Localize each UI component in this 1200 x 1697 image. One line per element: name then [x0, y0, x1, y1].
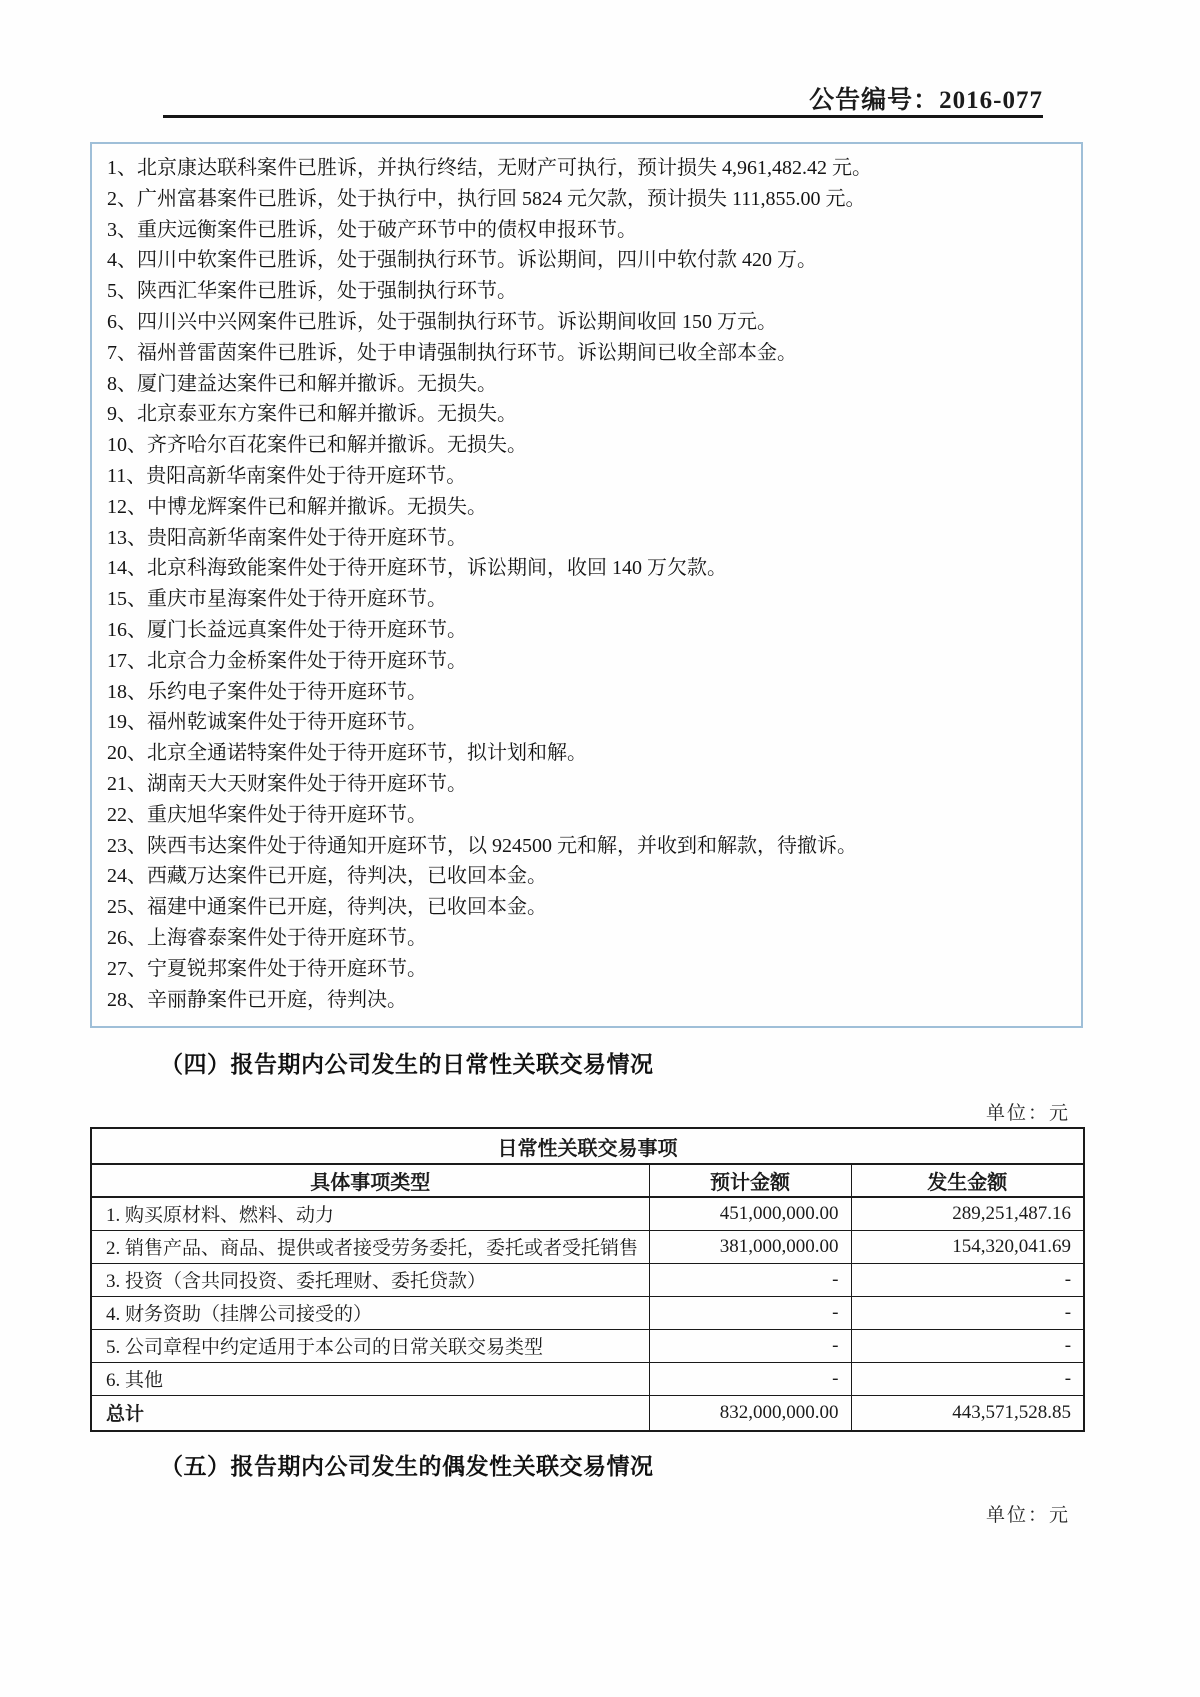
cell-estimated-amount: - [649, 1296, 851, 1329]
list-item: 27、宁夏锐邦案件处于待开庭环节。 [107, 957, 427, 980]
section5-heading: （五）报告期内公司发生的偶发性关联交易情况 [160, 1454, 654, 1479]
table-row [91, 1329, 1084, 1362]
col-header-actual-amount: 发生金额 [851, 1164, 1084, 1197]
cell-item-type: 5. 公司章程中约定适用于本公司的日常关联交易类型 [91, 1329, 649, 1362]
table-row [91, 1263, 1084, 1296]
cell-actual-amount: - [851, 1296, 1084, 1329]
list-item: 24、西藏万达案件已开庭，待判决，已收回本金。 [107, 865, 547, 888]
cell-item-type: 6. 其他 [91, 1362, 649, 1395]
list-item: 6、四川兴中兴网案件已胜诉，处于强制执行环节。诉讼期间收回 150 万元。 [107, 310, 777, 333]
cell-item-type: 4. 财务资助（挂牌公司接受的） [91, 1296, 649, 1329]
list-item: 28、辛丽静案件已开庭，待判决。 [107, 988, 407, 1011]
total-estimated-amount: 832,000,000.00 [649, 1395, 851, 1431]
col-header-estimated-amount: 预计金额 [649, 1164, 851, 1197]
case-list-box [90, 142, 1083, 1028]
cell-estimated-amount: 381,000,000.00 [649, 1230, 851, 1263]
list-item: 9、北京泰亚东方案件已和解并撤诉。无损失。 [107, 403, 517, 426]
list-item: 14、北京科海致能案件处于待开庭环节，诉讼期间，收回 140 万欠款。 [107, 557, 727, 580]
list-item: 13、贵阳高新华南案件处于待开庭环节。 [107, 526, 467, 549]
header-rule [163, 115, 1043, 118]
list-item: 10、齐齐哈尔百花案件已和解并撤诉。无损失。 [107, 434, 527, 457]
table-title: 日常性关联交易事项 [91, 1128, 1084, 1164]
list-item: 11、贵阳高新华南案件处于待开庭环节。 [107, 464, 467, 487]
cell-item-type: 2. 销售产品、商品、提供或者接受劳务委托，委托或者受托销售 [91, 1230, 649, 1263]
list-item: 5、陕西汇华案件已胜诉，处于强制执行环节。 [107, 280, 517, 303]
cell-actual-amount: 154,320,041.69 [851, 1230, 1084, 1263]
daily-related-transactions-table [90, 1127, 1085, 1432]
cell-estimated-amount: - [649, 1362, 851, 1395]
col-header-item-type: 具体事项类型 [91, 1164, 649, 1197]
table-row [91, 1362, 1084, 1395]
list-item: 1、北京康达联科案件已胜诉，并执行终结，无财产可执行，预计损失 4,961,482.42 元。 [107, 157, 872, 179]
list-item: 7、福州普雷茵案件已胜诉，处于申请强制执行环节。诉讼期间已收全部本金。 [107, 341, 797, 364]
cell-estimated-amount: - [649, 1329, 851, 1362]
list-item: 19、福州乾诚案件处于待开庭环节。 [107, 711, 427, 734]
list-item: 12、中博龙辉案件已和解并撤诉。无损失。 [107, 495, 487, 518]
list-item: 2、广州富碁案件已胜诉，处于执行中，执行回 5824 元欠款，预计损失 111,855.00 元。 [107, 187, 866, 210]
section4-unit-label: 单位：元 [985, 1103, 1070, 1124]
list-item: 8、厦门建益达案件已和解并撤诉。无损失。 [107, 372, 497, 395]
list-item: 26、上海睿泰案件处于待开庭环节。 [107, 926, 427, 949]
section5-unit-label: 单位：元 [985, 1505, 1070, 1526]
table-title-row [91, 1128, 1084, 1164]
total-label: 总计 [91, 1395, 649, 1431]
list-item: 4、四川中软案件已胜诉，处于强制执行环节。诉讼期间，四川中软付款 420 万。 [107, 249, 817, 272]
list-item: 25、福建中通案件已开庭，待判决，已收回本金。 [107, 896, 547, 919]
cell-actual-amount: - [851, 1329, 1084, 1362]
section4-heading: （四）报告期内公司发生的日常性关联交易情况 [160, 1052, 654, 1077]
list-item: 15、重庆市星海案件处于待开庭环节。 [107, 588, 447, 611]
cell-estimated-amount: 451,000,000.00 [649, 1197, 851, 1230]
list-item: 23、陕西韦达案件处于待通知开庭环节，以 924500 元和解，并收到和解款，待撤诉。 [107, 834, 857, 857]
cell-actual-amount: - [851, 1263, 1084, 1296]
list-item: 20、北京全通诺特案件处于待开庭环节，拟计划和解。 [107, 742, 587, 765]
table-row [91, 1197, 1084, 1230]
list-item: 17、北京合力金桥案件处于待开庭环节。 [107, 649, 467, 672]
cell-actual-amount: - [851, 1362, 1084, 1395]
list-item: 22、重庆旭华案件处于待开庭环节。 [107, 803, 427, 826]
cell-actual-amount: 289,251,487.16 [851, 1197, 1084, 1230]
list-item: 21、湖南天大天财案件处于待开庭环节。 [107, 772, 467, 795]
cell-item-type: 1. 购买原材料、燃料、动力 [91, 1197, 649, 1230]
announcement-number: 公告编号：2016-077 [809, 87, 1043, 114]
cell-estimated-amount: - [649, 1263, 851, 1296]
list-item: 18、乐约电子案件处于待开庭环节。 [107, 680, 427, 703]
table-total-row [91, 1395, 1084, 1431]
total-actual-amount: 443,571,528.85 [851, 1395, 1084, 1431]
table-header-row [91, 1164, 1084, 1197]
list-item: 16、厦门长益远真案件处于待开庭环节。 [107, 618, 467, 641]
cell-item-type: 3. 投资（含共同投资、委托理财、委托贷款） [91, 1263, 649, 1296]
table-row [91, 1230, 1084, 1263]
list-item: 3、重庆远衡案件已胜诉，处于破产环节中的债权申报环节。 [107, 218, 637, 241]
table-row [91, 1296, 1084, 1329]
